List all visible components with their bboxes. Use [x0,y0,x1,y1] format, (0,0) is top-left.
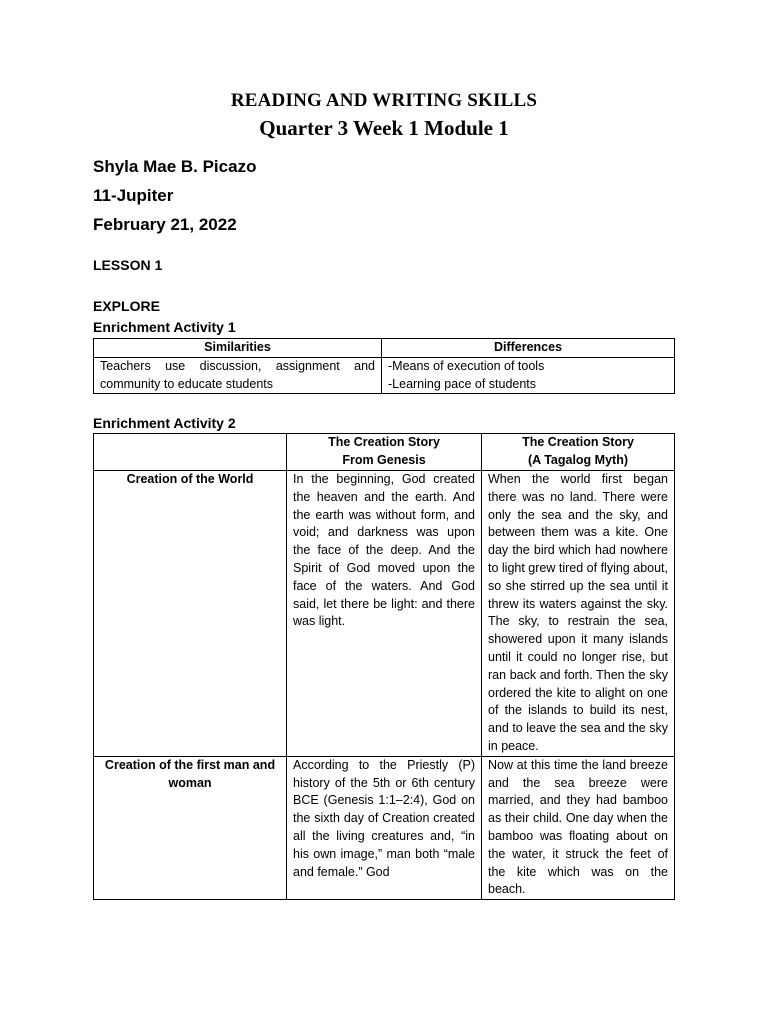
lesson-heading: LESSON 1 [93,257,163,273]
tagalog-cell: Now at this time the land breeze and the sea breeze were married, and they had bamboo as their child. One day when the bamboo was floating about on the water, it struck the feet of the kite which was on the beach. [482,756,675,899]
genesis-header-line2: From Genesis [342,452,426,467]
difference-item: -Learning pace of students [388,376,537,391]
document-title: READING AND WRITING SKILLS [230,90,538,111]
difference-item: -Means of execution of tools [388,358,545,373]
table-header-row [94,434,675,471]
student-section: 11-Jupiter [93,186,174,205]
table-header-row [94,339,675,358]
tagalog-header-line2: (A Tagalog Myth) [528,452,628,467]
activity2-heading: Enrichment Activity 2 [93,415,236,431]
row-label: Creation of the World [94,471,287,757]
tagalog-header [482,434,675,471]
document-subtitle: Quarter 3 Week 1 Module 1 [259,116,509,140]
table-row [94,471,675,757]
row-label: Creation of the first man and woman [94,756,287,899]
genesis-header [287,434,482,471]
title-block [0,88,768,142]
tagalog-cell: When the world first began there was no land. There were only the sea and the sky, and between them was a kite. One day the bird which had nowhere to light grew tired of flying about, so she stirred up the sea until it threw its waters against the sky. The sky, to restrain the sea, showered upon it many islands until it could no longer rise, but ran back and forth. Then the sky ordered the kite to alight on one of the islands to build its nest, and to leave the sea and the sky in peace. [482,471,675,757]
similarities-cell: Teachers use discussion, assignment and community to educate students [94,357,382,394]
similarities-header: Similarities [94,339,382,358]
page-bottom-margin [0,936,768,1024]
genesis-cell: In the beginning, God created the heaven and the earth. And the earth was without form, and void; and darkness was upon the face of the deep. And the Spirit of God moved upon the face of the waters. And God said, let there be light: and there was light. [287,471,482,757]
genesis-cell: According to the Priestly (P) history of the 5th or 6th century BCE (Genesis 1:1–2:4), God on the sixth day of Creation created all the living creatures and, “in his own image,” man both “male and female.” God [287,756,482,899]
table-row [94,357,675,394]
tagalog-header-line1: The Creation Story [522,435,634,449]
empty-header-cell [94,434,287,471]
differences-cell [382,357,675,394]
student-info [93,152,256,239]
student-name: Shyla Mae B. Picazo [93,157,257,176]
submission-date: February 21, 2022 [93,215,237,234]
genesis-header-line1: The Creation Story [328,435,440,449]
activity2-table [93,433,675,900]
activity1-heading: Enrichment Activity 1 [93,319,236,335]
activity1-table [93,338,675,394]
differences-header: Differences [382,339,675,358]
explore-heading: EXPLORE [93,298,160,314]
table-row [94,756,675,899]
